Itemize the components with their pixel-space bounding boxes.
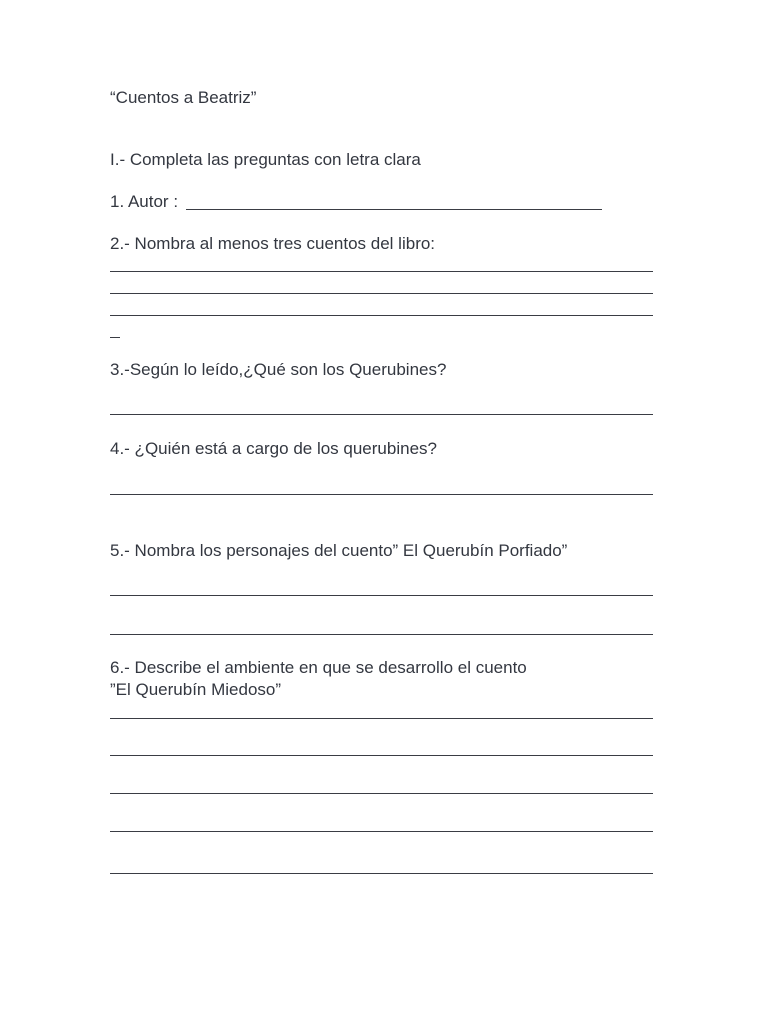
question-6-label-line-2: ”El Querubín Miedoso”: [110, 680, 282, 699]
question-1-label: 1. Autor :: [110, 192, 179, 211]
answer-line-q5-1[interactable]: [110, 595, 653, 596]
answer-line-q5-2[interactable]: [110, 634, 653, 635]
answer-line-author[interactable]: [186, 209, 602, 210]
answer-line-q2-tail: [110, 337, 120, 338]
instruction-text: I.- Completa las preguntas con letra clara: [110, 150, 421, 169]
question-4-label: 4.- ¿Quién está a cargo de los querubines?: [110, 439, 437, 458]
answer-line-q3[interactable]: [110, 414, 653, 415]
question-2-label: 2.- Nombra al menos tres cuentos del libro:: [110, 234, 436, 253]
worksheet-title: “Cuentos a Beatriz”: [110, 88, 257, 107]
question-5-label: 5.- Nombra los personajes del cuento” El Querubín Porfiado”: [110, 541, 568, 560]
answer-line-q2-3[interactable]: [110, 315, 653, 316]
answer-line-q6-1[interactable]: [110, 718, 653, 719]
answer-line-q6-2[interactable]: [110, 755, 653, 756]
answer-line-q4[interactable]: [110, 494, 653, 495]
question-6-label-line-1: 6.- Describe el ambiente en que se desarrollo el cuento: [110, 658, 527, 677]
question-3-label: 3.-Según lo leído,¿Qué son los Querubines?: [110, 360, 447, 379]
answer-line-q2-1[interactable]: [110, 271, 653, 272]
answer-line-q6-3[interactable]: [110, 793, 653, 794]
answer-line-q2-2[interactable]: [110, 293, 653, 294]
answer-line-q6-5[interactable]: [110, 873, 653, 874]
answer-line-q6-4[interactable]: [110, 831, 653, 832]
